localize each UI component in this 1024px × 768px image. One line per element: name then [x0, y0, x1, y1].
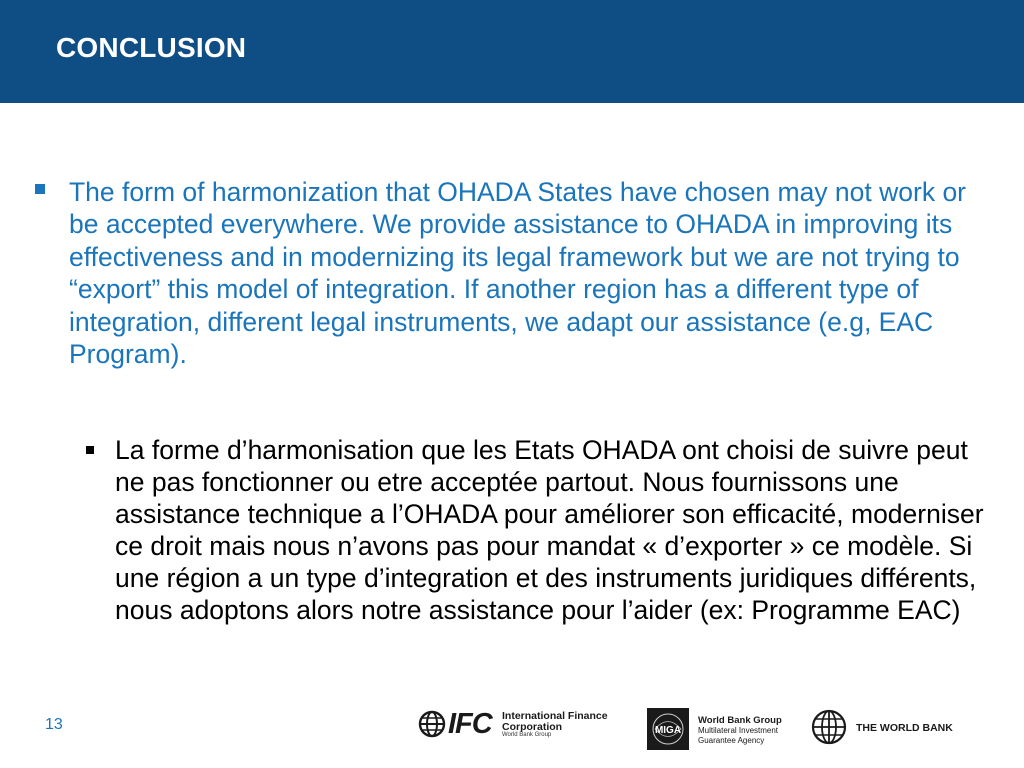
slide-title: CONCLUSION: [56, 32, 247, 63]
miga-text: [698, 715, 808, 745]
miga-line1: Multilateral Investment: [698, 726, 779, 735]
bullet-square-icon: [35, 184, 45, 194]
world-bank-name: THE WORLD BANK: [856, 722, 953, 734]
miga-line2: Guarantee Agency: [698, 735, 765, 745]
sub-bullet-square-icon: [86, 446, 94, 454]
bullet-french: La forme d’harmonisation que les Etats OHADA ont choisi de suivre peut ne pas fonctionner ou etre acceptée partout. Nous fournissons une assistance technique a l’OHADA pour améliorer son efficacité, moderniser ce droit mais nous n’avons pas pour mandat « d’exporter » ce modèle. Si une région a un type d’integration et des instruments juridiques différents, nous adoptons alors notre assistance pour l’aider (ex: Programme EAC): [115, 435, 984, 626]
ifc-subtitle: World Bank Group: [502, 732, 552, 738]
bullet-english: The form of harmonization that OHADA States have chosen may not work or be accepted everywhere. We provide assistance to OHADA in improving its effectiveness and in modernizing its legal framework but we are not trying to “export” this model of integration. If another region has a different type of integration, different legal instruments, we adapt our assistance (e.g, EAC Program).: [69, 177, 967, 370]
miga-mark: MIGA: [654, 725, 682, 736]
world-bank-globe-icon: [811, 709, 847, 745]
ifc-globe-icon: [418, 710, 446, 738]
page-number: 13: [45, 716, 63, 733]
ifc-name: International Finance Corporation: [502, 710, 608, 733]
ifc-logo: [418, 708, 618, 742]
ifc-wordmark: IFC: [448, 708, 492, 740]
miga-logo-icon: [647, 708, 689, 750]
miga-title: World Bank Group: [698, 715, 782, 726]
